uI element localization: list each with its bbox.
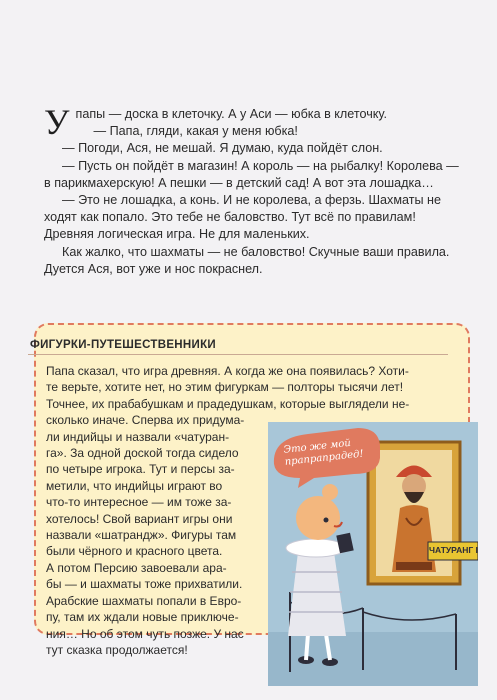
info-line: назвали «шатрандж». Фигуры там bbox=[46, 528, 237, 543]
info-line: сколько иначе. Сперва их придума- bbox=[46, 413, 245, 428]
info-line: Арабские шахматы попали в Евро- bbox=[46, 593, 242, 608]
speech-bubble-text: Это же мой прапрапрадед! bbox=[283, 437, 365, 468]
drop-cap: У bbox=[44, 102, 70, 142]
info-line: тут сказка продолжается! bbox=[46, 642, 188, 657]
info-line: метили, что индийцы играют во bbox=[46, 478, 223, 493]
story-paragraph: — Погоди, Ася, не мешай. Я думаю, куда пойдёт слон. bbox=[62, 141, 383, 156]
story-paragraph: — Это не лошадка, а конь. И не королева, а ферзь. Шахматы не ходят как попало. Это тебе не баловство. Тут всё по правилам! Древняя логическая игра. Не для маленьких. bbox=[44, 193, 442, 242]
info-line: га». За одной доской тогда сидело bbox=[46, 446, 239, 461]
title-divider bbox=[28, 354, 448, 355]
info-line: ния… Но об этом чуть позже. У нас bbox=[46, 626, 244, 641]
info-line: были чёрного и красного цвета. bbox=[46, 544, 223, 559]
info-line: те верьте, хотите нет, но этим фигуркам — полторы тысячи лет! bbox=[46, 380, 404, 395]
info-line: бы — и шахматы тоже прихватили. bbox=[46, 577, 243, 592]
info-box-title: ФИГУРКИ-ПУТЕШЕСТВЕННИКИ bbox=[30, 339, 216, 351]
info-line: по четыре игрока. Тут и персы за- bbox=[46, 462, 235, 477]
info-line: что-то интересное — им тоже за- bbox=[46, 495, 232, 510]
story-paragraph: — Пусть он пойдёт в магазин! А король — на рыбалку! Королева — в парикмахерскую! А пешки — в детский сад! А вот эта лошадка… bbox=[44, 158, 459, 190]
story-paragraph: — Папа, гляди, какая у меня юбка! bbox=[93, 124, 298, 139]
info-line: А потом Персию завоевали ара- bbox=[46, 560, 227, 575]
plaque-label: ЧАТУРАНГ I bbox=[429, 545, 478, 555]
info-line: Точнее, их прабабушкам и прадедушкам, которые выглядели не- bbox=[46, 396, 410, 411]
info-line: пу, там их ждали новые приключе- bbox=[46, 610, 239, 625]
info-line: ли индийцы и назвали «чатуран- bbox=[46, 429, 230, 444]
info-line: Папа сказал, что игра древняя. А когда же она появилась? Хоти- bbox=[46, 364, 409, 378]
story-paragraph: Упапы — доска в клеточку. А у Аси — юбка в клеточку. bbox=[44, 102, 387, 142]
story-text bbox=[44, 102, 464, 278]
illustration bbox=[268, 422, 478, 686]
story-paragraph: Как жалко, что шахматы — не баловство! Скучные ваши правила. Дуется Ася, вот уже и нос покраснел. bbox=[44, 244, 450, 276]
info-line: хотелось! Свой вариант игры они bbox=[46, 511, 233, 526]
